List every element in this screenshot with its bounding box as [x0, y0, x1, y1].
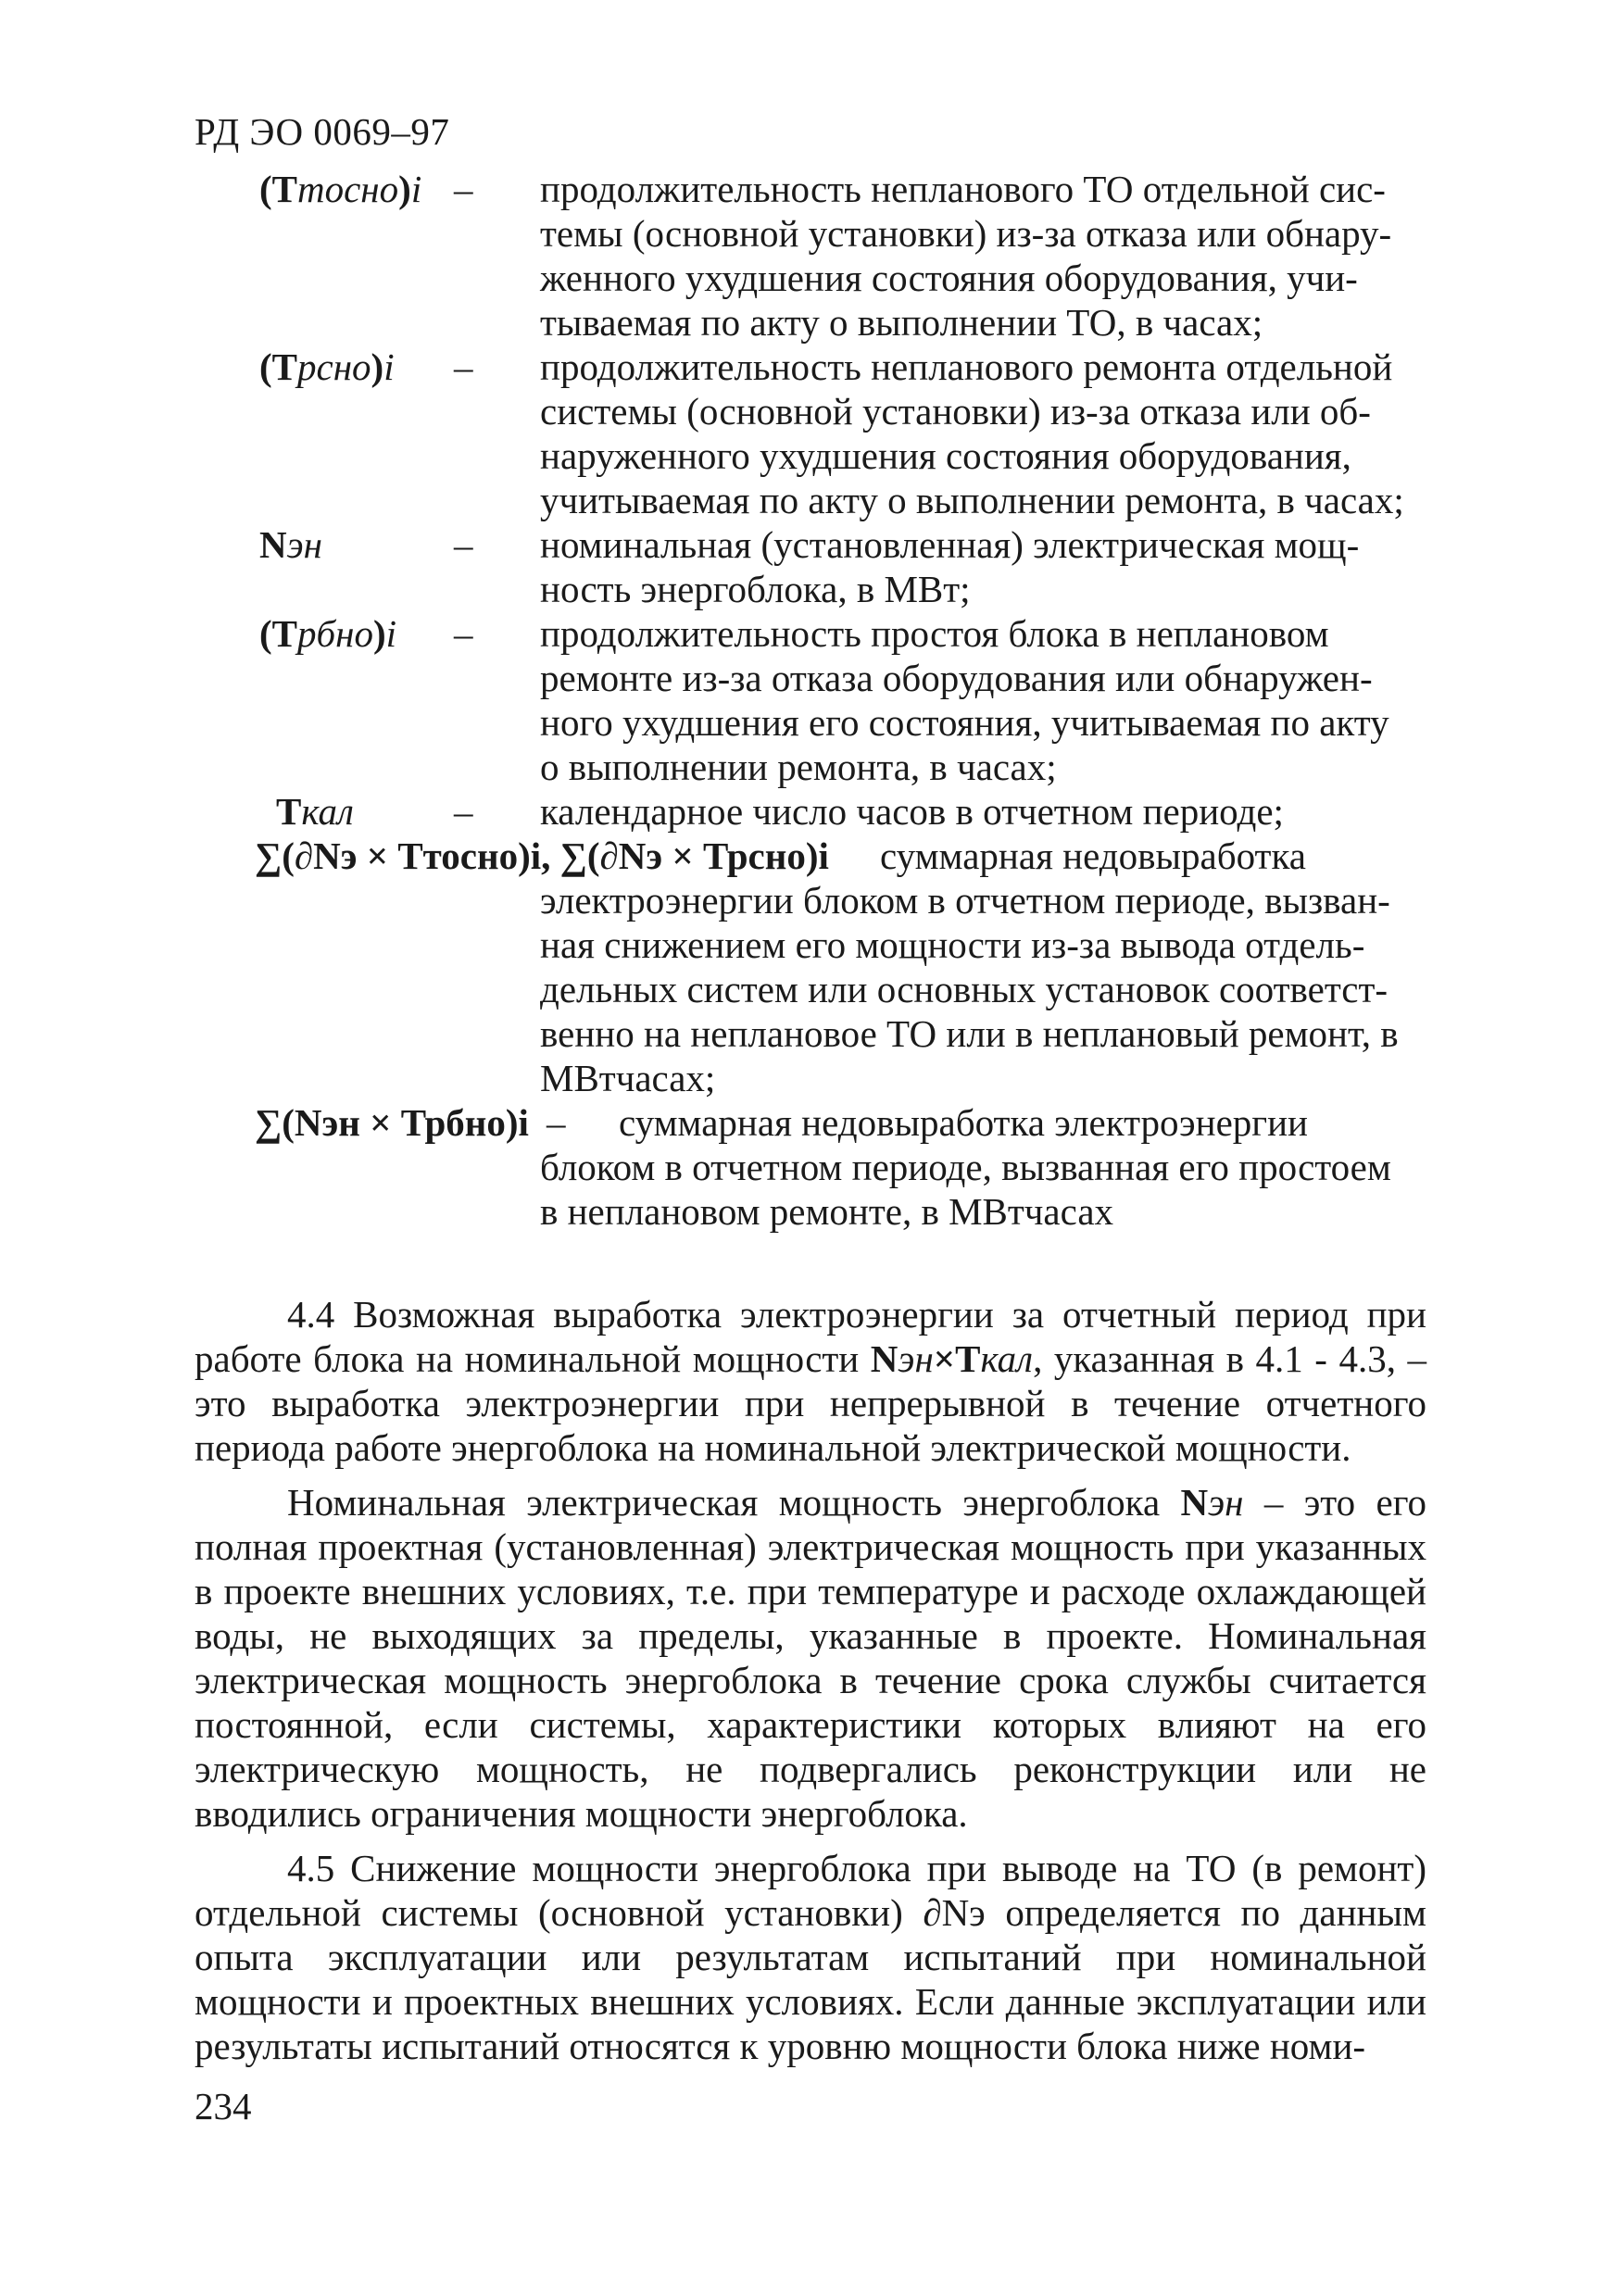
- definition-text: календарное число часов в отчетном периоде;: [540, 790, 1284, 833]
- paragraph-4-5: 4.5 Снижение мощности энергоблока при выводе на ТО (в ремонт) отдельной системы (основной установки) ∂Nэ определяется по данным опыта эксплуатации или результатам испытаний при номинальной мощности и проектных внешних условиях. Если данные эксплуатации или результаты испытаний относятся к уровню мощности блока ниже номи-: [195, 1847, 1426, 2067]
- definition-text: номинальная (установленная) электрическая мощ- ность энергоблока, в МВт;: [540, 523, 1360, 610]
- definition-text: продолжительность непланового ремонта отдельной системы (основной установки) из-за отказа или об- наруженного ухудшения состояния оборудования, учитываемая по акту о выполнении ремонта, в часах;: [540, 345, 1404, 521]
- definition-dash: –: [454, 612, 473, 655]
- definition-text: электроэнергии блоком в отчетном периоде, вызван- ная снижением его мощности из-за вывода отдель- дельных систем или основных установок соответст- венно на неплановое ТО или в неплановый ремонт, в МВтчасах;: [540, 879, 1399, 1099]
- body-text: [195, 1292, 1426, 2068]
- definition-text: продолжительность непланового ТО отдельной сис- темы (основной установки) из-за отказа или обнару- женного ухудшения состояния оборудования, учи- тываемая по акту о выполнении ТО, в часах;: [540, 168, 1392, 344]
- definition-dash: –: [454, 523, 473, 566]
- definition-nen: [195, 522, 1426, 611]
- page-number: 234: [195, 2085, 252, 2127]
- definition-term: (Трсно)i: [259, 345, 395, 388]
- definition-term: (Трбно)i: [259, 612, 397, 655]
- definition-tkal: [195, 789, 1426, 834]
- document-code-header: РД ЭО 0069–97: [195, 110, 450, 153]
- definition-rsno: [195, 345, 1426, 522]
- definition-dash: –: [454, 168, 473, 210]
- definition-term: (Ттосно)i: [259, 168, 422, 210]
- sum-formula-term: ∑(∂Nэ × Ттосно)i, ∑(∂Nэ × Трсно)i: [255, 834, 829, 877]
- definition-tosno: [195, 167, 1426, 345]
- definition-dash: –: [454, 345, 473, 388]
- definition-term: Ткал: [276, 790, 354, 833]
- definitions-list: [195, 167, 1426, 1234]
- sum-formula-term: ∑(Nэн × Трбно)i: [255, 1101, 529, 1144]
- definition-text: блоком в отчетном периоде, вызванная его простоем в неплановом ремонте, в МВтчасах: [540, 1146, 1391, 1233]
- definition-sum-underproduction-block: [195, 1100, 1426, 1234]
- definition-dash: –: [454, 790, 473, 833]
- definition-term: Nэн: [259, 523, 323, 566]
- definition-text: продолжительность простоя блока в неплановом ремонте из-за отказа оборудования или обнаружен- ного ухудшения его состояния, учитываемая по акту о выполнении ремонта, в часах;: [540, 612, 1389, 788]
- paragraph-nominal-power: Номинальная электрическая мощность энергоблока Nэн – это его полная проектная (установленная) электрическая мощность при указанных в проекте внешних условиях, т.е. при температуре и расходе охлаждающей воды, не выходящих за пределы, указанные в проекте. Номинальная электрическая мощность энергоблока в течение срока службы считается постоянной, если системы, характеристики которых влияют на его электрическую мощность, не подвергались реконструкции или не вводились ограничения мощности энергоблока.: [195, 1481, 1426, 1835]
- definition-sum-underproduction-partial: [195, 834, 1426, 1100]
- definition-text-first-line: суммарная недовыработка: [880, 834, 1306, 877]
- definition-rbno: [195, 611, 1426, 789]
- paragraph-4-4: 4.4 Возможная выработка электроэнергии за отчетный период при работе блока на номинальной мощности Nэн×Ткал, указанная в 4.1 - 4.3, – это выработка электроэнергии при непрерывной в течение отчетного периода работе энергоблока на номинальной электрической мощности.: [195, 1293, 1426, 1469]
- definition-dash: –: [547, 1101, 566, 1144]
- definition-text-first-line: суммарная недовыработка электроэнергии: [619, 1101, 1308, 1144]
